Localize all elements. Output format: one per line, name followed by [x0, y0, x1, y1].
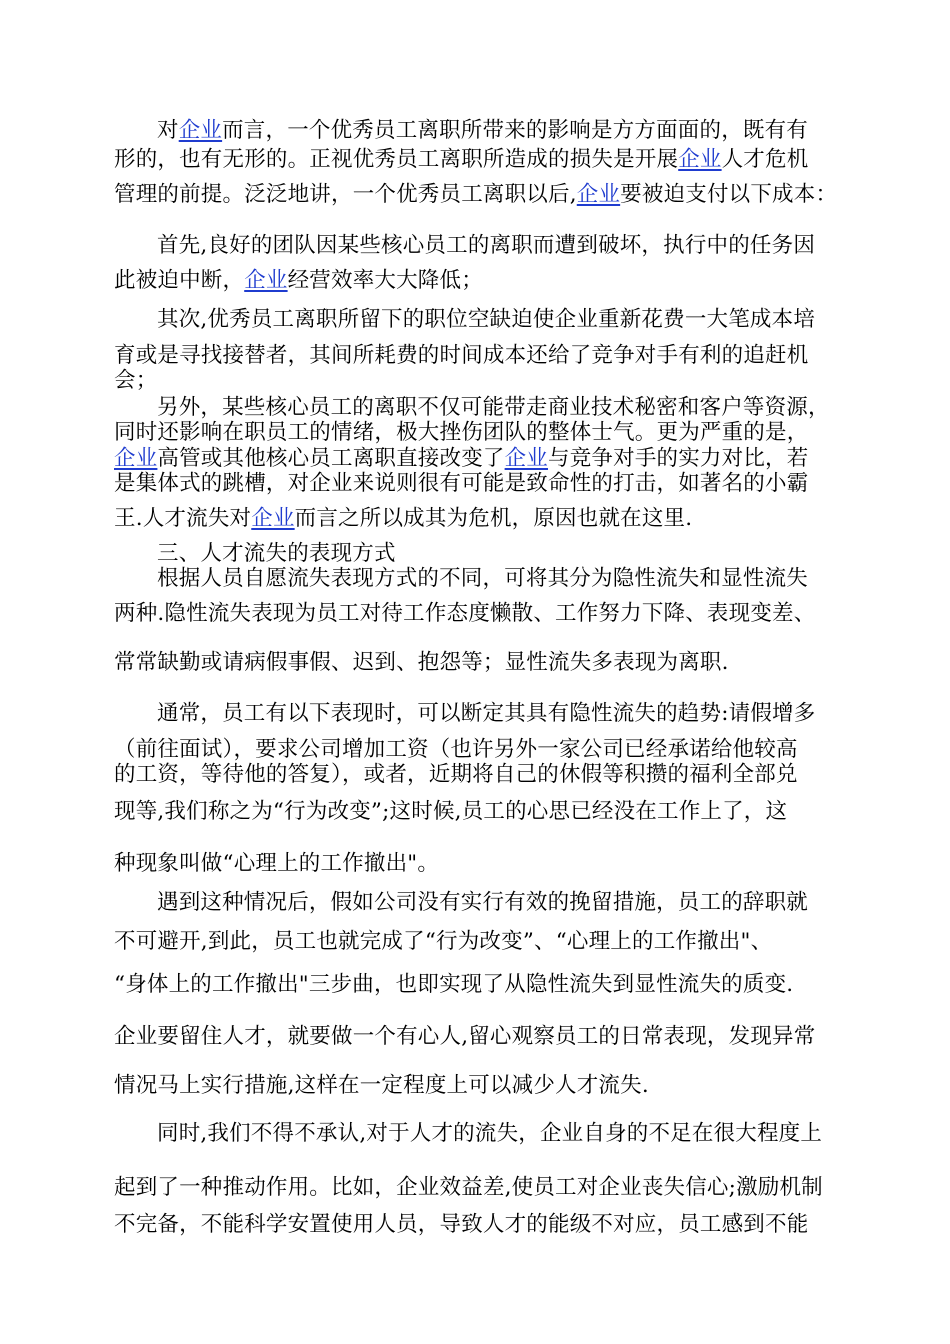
text-span: （前往面试），要求公司增加工资（也许另外一家公司已经承诺给他较高	[114, 737, 798, 762]
text-line	[157, 233, 897, 259]
text-span: 此被迫中断，	[114, 268, 245, 293]
text-span: 人才危机	[721, 147, 809, 172]
text-line	[114, 762, 854, 788]
text-line	[157, 890, 897, 916]
text-line	[114, 182, 854, 208]
text-line	[157, 701, 897, 727]
link-enterprise[interactable]: 企业	[178, 118, 223, 143]
text-line	[114, 1212, 854, 1238]
link-enterprise[interactable]: 企业	[504, 446, 549, 471]
text-span: 情况马上实行措施,这样在一定程度上可以减少人才流失.	[114, 1073, 649, 1098]
text-span: 对	[157, 118, 179, 143]
text-span: 首先,良好的团队因某些核心员工的离职而遭到破坏，执行中的任务因	[157, 233, 816, 258]
text-span: 与竞争对手的实力对比，若	[548, 446, 809, 471]
text-line	[114, 268, 854, 294]
text-span: 而言，一个优秀员工离职所带来的影响是方方面面的，既有有	[222, 118, 809, 143]
text-span: 的工资，等待他的答复），或者，近期将自己的休假等积攒的福利全部兑	[114, 762, 798, 787]
text-line	[114, 471, 854, 497]
text-line	[114, 368, 854, 394]
text-line	[114, 851, 854, 877]
text-span: 种现象叫做“心理上的工作撤出"。	[114, 851, 440, 876]
text-line	[157, 566, 897, 592]
text-line	[157, 395, 897, 421]
text-span: 要被迫支付以下成本：	[620, 182, 838, 207]
link-enterprise[interactable]: 企业	[251, 506, 295, 531]
text-span: 现等,我们称之为“行为改变”;这时候,员工的心思已经没在工作上了，这	[114, 799, 788, 824]
text-span: 不可避开,到此，员工也就完成了“行为改变”、“心理上的工作撤出"、	[114, 929, 773, 954]
text-span: 会；	[114, 368, 158, 393]
text-span: 常常缺勤或请病假事假、迟到、抱怨等；显性流失多表现为离职.	[114, 650, 729, 675]
text-line	[114, 929, 854, 955]
text-span: 是集体式的跳槽，对企业来说则很有可能是致命性的打击，如著名的小霸	[114, 471, 809, 496]
text-span: 起到了一种推动作用。比如，企业效益差,使员工对企业丧失信心;激励机制	[114, 1175, 823, 1200]
link-enterprise[interactable]: 企业	[244, 268, 288, 293]
text-span: 而言之所以成其为危机，原因也就在这里.	[294, 506, 693, 531]
link-enterprise[interactable]: 企业	[678, 147, 722, 172]
text-line	[114, 650, 854, 676]
text-span: 管理的前提。泛泛地讲，一个优秀员工离职以后,	[114, 182, 577, 207]
text-line	[114, 506, 854, 532]
text-line	[114, 737, 854, 763]
text-span: 同时还影响在职员工的情绪，极大挫伤团队的整体士气。更为严重的是，	[114, 420, 809, 445]
text-span: 高管或其他核心员工离职直接改变了	[157, 446, 505, 471]
text-line	[114, 799, 854, 825]
text-span: 通常，员工有以下表现时，可以断定其具有隐性流失的趋势:请假增多	[157, 701, 816, 726]
text-line	[114, 1073, 854, 1099]
text-line	[114, 972, 854, 998]
text-span: 三、人才流失的表现方式	[157, 541, 396, 566]
text-span: 育或是寻找接替者，其间所耗费的时间成本还给了竞争对手有利的追赶机	[114, 343, 809, 368]
text-span: 其次,优秀员工离职所留下的职位空缺迫使企业重新花费一大笔成本培	[157, 307, 816, 332]
text-line	[114, 1175, 854, 1201]
text-span: 另外，某些核心员工的离职不仅可能带走商业技术秘密和客户等资源，	[157, 395, 830, 420]
link-enterprise[interactable]: 企业	[576, 182, 621, 207]
text-span: 王.人才流失对	[114, 506, 252, 531]
text-span: 经营效率大大降低；	[287, 268, 483, 293]
text-line	[114, 147, 854, 173]
text-span: 企业要留住人才，就要做一个有心人,留心观察员工的日常表现，发现异常	[114, 1024, 816, 1049]
text-span: “身体上的工作撤出"三步曲，也即实现了从隐性流失到显性流失的质变.	[114, 972, 794, 997]
text-line	[157, 1121, 897, 1147]
text-line	[157, 307, 897, 333]
text-span: 遇到这种情况后，假如公司没有实行有效的挽留措施，员工的辞职就	[157, 890, 809, 915]
text-line	[157, 118, 897, 144]
text-line	[114, 420, 854, 446]
text-line	[157, 541, 897, 567]
text-line	[114, 343, 854, 369]
text-line	[114, 1024, 854, 1050]
link-enterprise[interactable]: 企业	[114, 446, 158, 471]
text-line	[114, 446, 854, 472]
text-span: 两种.隐性流失表现为员工对待工作态度懒散、工作努力下降、表现变差、	[114, 601, 816, 626]
text-span: 不完备，不能科学安置使用人员，导致人才的能级不对应，员工感到不能	[114, 1212, 809, 1237]
text-span: 形的，也有无形的。正视优秀员工离职所造成的损失是开展	[114, 147, 679, 172]
text-span: 同时,我们不得不承认,对于人才的流失，企业自身的不足在很大程度上	[157, 1121, 823, 1146]
text-line	[114, 601, 854, 627]
text-span: 根据人员自愿流失表现方式的不同，可将其分为隐性流失和显性流失	[157, 566, 809, 591]
